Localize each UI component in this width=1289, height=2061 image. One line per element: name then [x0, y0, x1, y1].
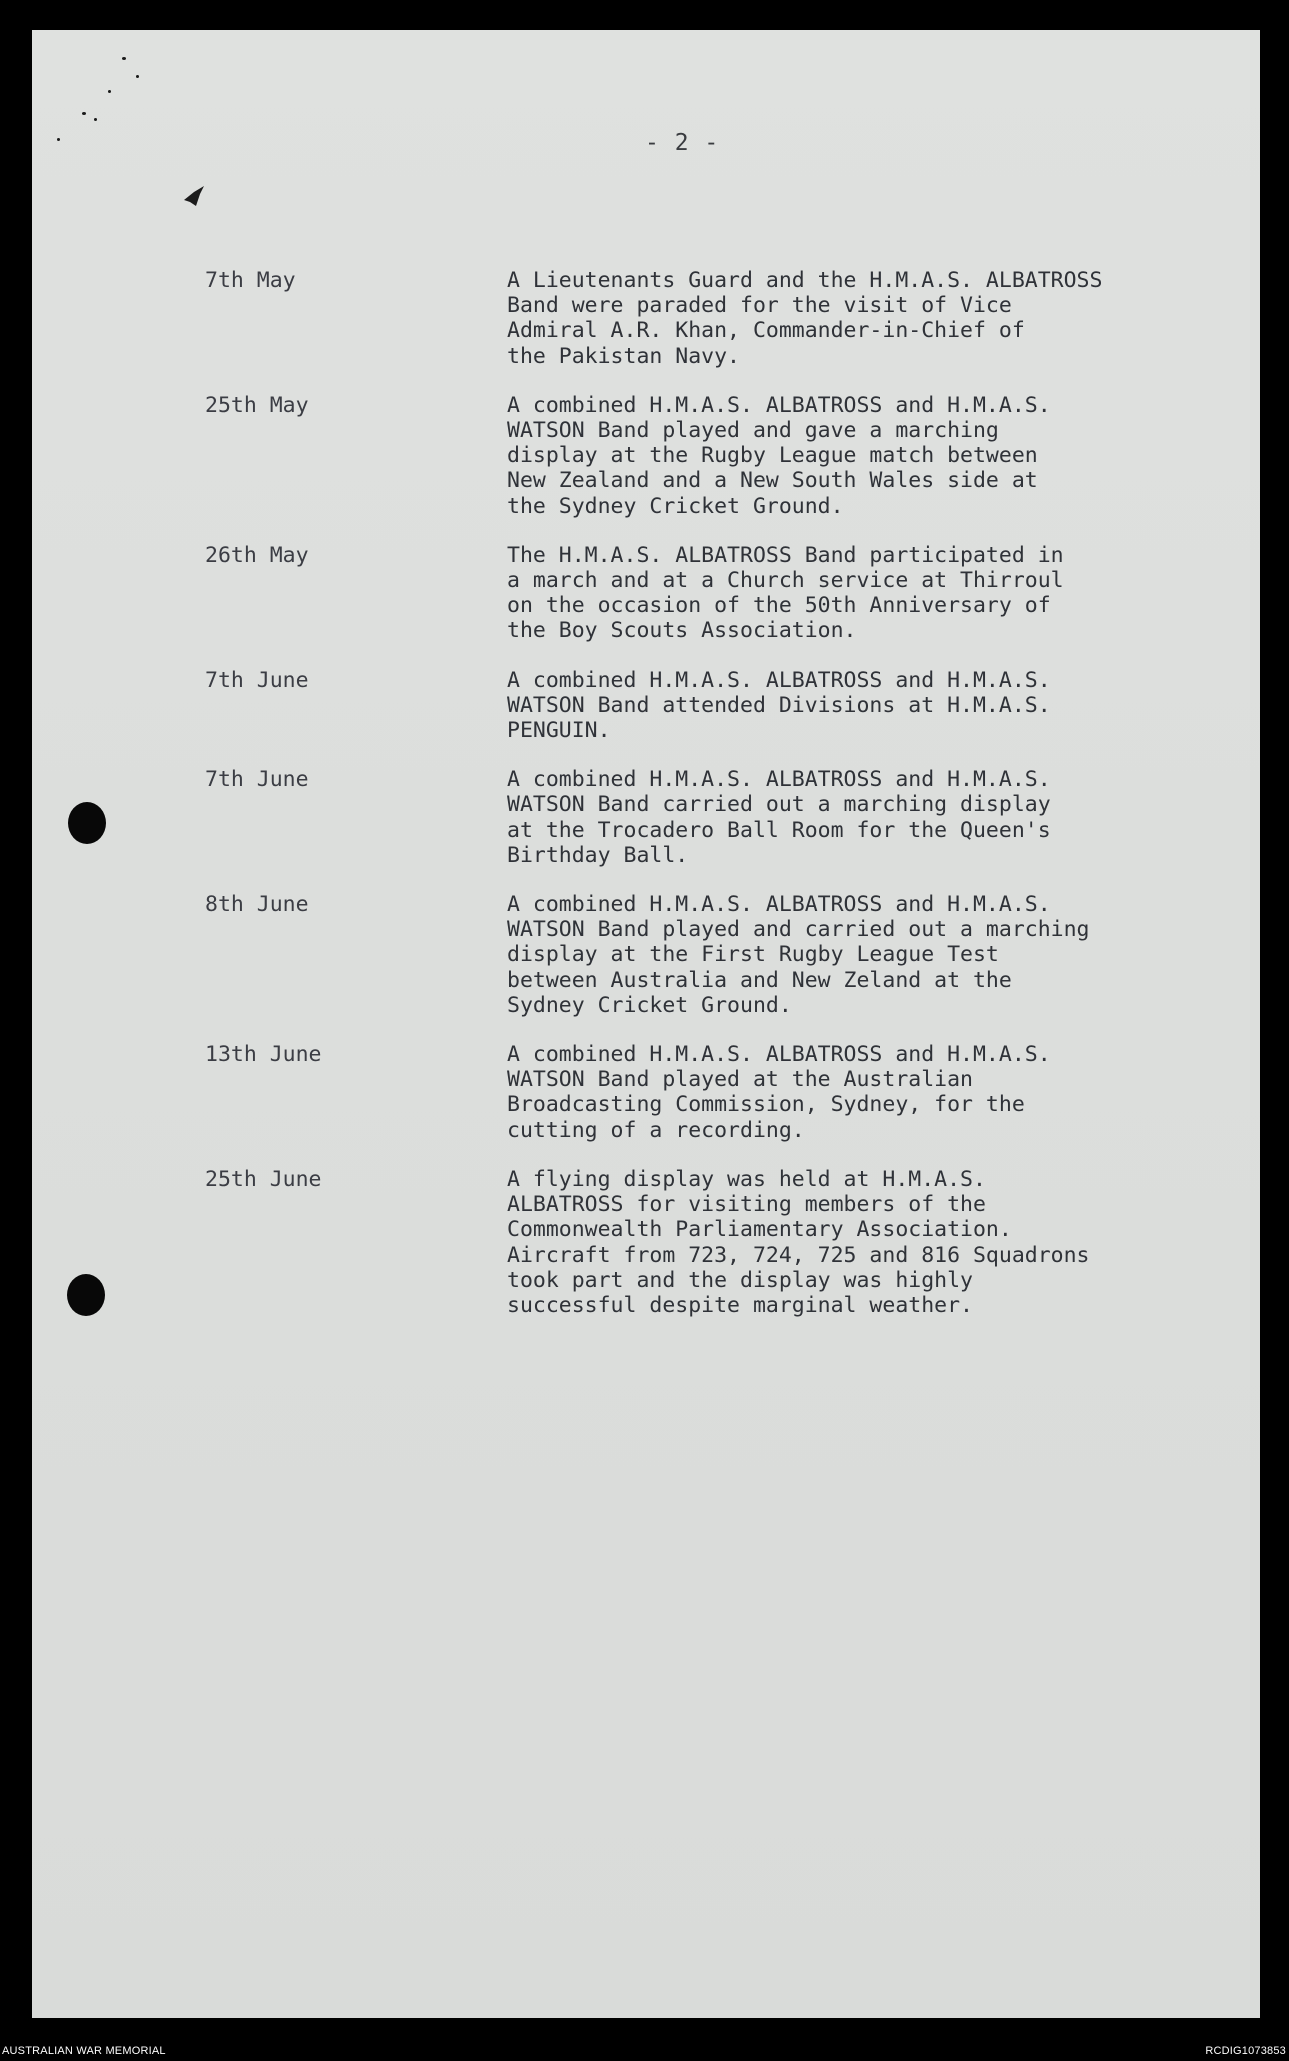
event-date: 7th June — [205, 667, 309, 693]
event-entry — [205, 268, 1215, 369]
event-description — [507, 268, 1215, 369]
event-description — [507, 767, 1215, 868]
paper-tear-mark — [182, 182, 212, 212]
page-number: - 2 - — [645, 130, 720, 156]
event-description-line: WATSON Band played and gave a marching — [507, 418, 999, 444]
event-description-line: A combined H.M.A.S. ALBATROSS and H.M.A.S. — [507, 767, 1051, 793]
event-description-line: A Lieutenants Guard and the H.M.A.S. ALBATROSS — [507, 268, 1103, 293]
paper-speck — [82, 112, 86, 115]
event-description-line: Broadcasting Commission, Sydney, for the — [507, 1092, 1025, 1118]
event-description-line: The H.M.A.S. ALBATROSS Band participated in — [507, 542, 1064, 568]
event-description-line: Commonwealth Parliamentary Association. — [507, 1217, 1012, 1243]
event-entry — [205, 1167, 1215, 1318]
event-description-line: at the Trocadero Ball Room for the Queen's — [507, 817, 1051, 843]
event-date: 8th June — [205, 892, 309, 918]
event-description-line: took part and the display was highly — [507, 1267, 973, 1293]
event-entry — [205, 1042, 1215, 1143]
event-description-line: Sydney Cricket Ground. — [507, 992, 792, 1018]
event-description — [507, 1042, 1215, 1143]
footer-source-label: AUSTRALIAN WAR MEMORIAL — [2, 2045, 166, 2057]
footer-document-id: RCDIG1073853 — [1205, 2045, 1286, 2057]
punch-hole — [68, 802, 106, 844]
event-date: 7th June — [205, 767, 309, 793]
event-description-line: New Zealand and a New South Wales side at — [507, 468, 1038, 494]
event-date: 25th May — [205, 392, 309, 418]
event-description-line: between Australia and New Zeland at the — [507, 967, 1012, 993]
event-description-line: the Pakistan Navy. — [507, 343, 740, 369]
event-description-line: WATSON Band played at the Australian — [507, 1067, 973, 1093]
event-description-line: Admiral A.R. Khan, Commander-in-Chief of — [507, 318, 1025, 344]
event-description-line: display at the Rugby League match between — [507, 443, 1038, 469]
paper-speck — [57, 138, 60, 141]
event-description-line: a march and at a Church service at Thirroul — [507, 568, 1064, 594]
event-description-line: WATSON Band carried out a marching display — [507, 792, 1051, 818]
event-description-line: Birthday Ball. — [507, 842, 689, 868]
event-description-line: A combined H.M.A.S. ALBATROSS and H.M.A.S. — [507, 667, 1051, 693]
event-date: 26th May — [205, 542, 309, 568]
event-description-line: the Boy Scouts Association. — [507, 618, 857, 644]
event-description-line: successful despite marginal weather. — [507, 1292, 973, 1318]
event-list — [205, 268, 1215, 1342]
paper-speck — [108, 90, 111, 93]
event-description — [507, 393, 1215, 519]
paper-speck — [94, 118, 97, 121]
event-description-line: PENGUIN. — [507, 718, 611, 744]
punch-hole — [67, 1274, 105, 1316]
event-description-line: display at the First Rugby League Test — [507, 942, 999, 968]
event-description-line: ALBATROSS for visiting members of the — [507, 1192, 986, 1218]
event-description-line: on the occasion of the 50th Anniversary of — [507, 593, 1051, 619]
paper-speck — [122, 57, 126, 60]
paper-speck — [136, 75, 139, 78]
event-date: 7th May — [205, 268, 296, 293]
event-description-line: WATSON Band played and carried out a marching — [507, 917, 1090, 943]
event-entry — [205, 892, 1215, 1018]
event-description-line: A flying display was held at H.M.A.S. — [507, 1166, 986, 1192]
event-description-line: the Sydney Cricket Ground. — [507, 493, 844, 519]
event-description — [507, 1167, 1215, 1318]
event-entry — [205, 393, 1215, 519]
event-description-line: WATSON Band attended Divisions at H.M.A.S. — [507, 692, 1051, 718]
event-description-line: A combined H.M.A.S. ALBATROSS and H.M.A.S. — [507, 892, 1051, 918]
event-description-line: Aircraft from 723, 724, 725 and 816 Squadrons — [507, 1242, 1090, 1268]
event-description-line: A combined H.M.A.S. ALBATROSS and H.M.A.S. — [507, 1042, 1051, 1068]
event-description — [507, 543, 1215, 644]
event-description-line: A combined H.M.A.S. ALBATROSS and H.M.A.S. — [507, 392, 1051, 418]
event-date: 13th June — [205, 1042, 322, 1068]
event-entry — [205, 767, 1215, 868]
event-date: 25th June — [205, 1166, 322, 1192]
event-description-line: Band were paraded for the visit of Vice — [507, 293, 1012, 319]
event-description-line: cutting of a recording. — [507, 1117, 805, 1143]
event-description — [507, 668, 1215, 744]
event-description — [507, 892, 1215, 1018]
event-entry — [205, 543, 1215, 644]
event-entry — [205, 668, 1215, 744]
